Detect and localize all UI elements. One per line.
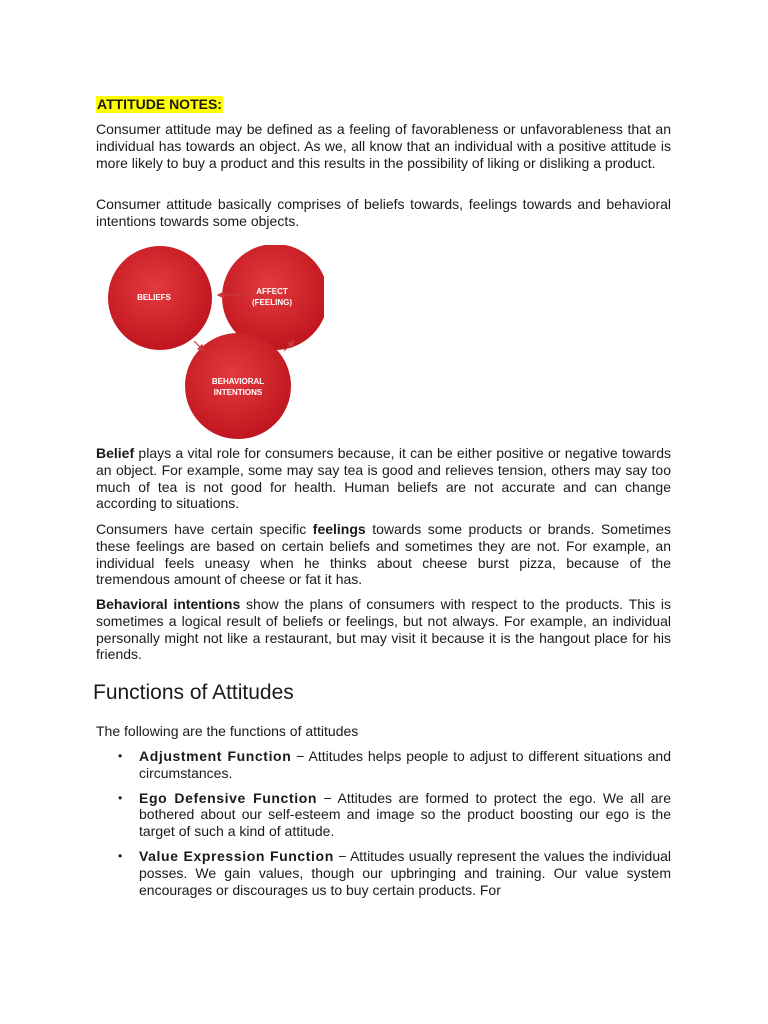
beliefs-label: BELIEFS <box>137 293 171 302</box>
feelings-pre: Consumers have certain specific <box>96 521 313 537</box>
behavioral-label-line1: BEHAVIORAL <box>211 377 265 386</box>
function-term: Adjustment Function <box>139 748 292 764</box>
behavioral-term: Behavioral intentions <box>96 596 241 612</box>
behavioral-paragraph <box>96 596 671 663</box>
list-item <box>96 790 671 840</box>
feelings-text: towards some products or brands. Sometimes these feelings are based on certain beliefs and sometimes they are not. For example, an individual feels uneasy when he thinks about cheese burst pizza, because of the tremendous amount of cheese or fat it has. <box>96 521 671 588</box>
function-term: Value Expression Function <box>139 847 334 864</box>
belief-term: Belief <box>96 445 135 461</box>
bullet-icon: • <box>118 749 123 763</box>
intro-paragraph-1: Consumer attitude may be defined as a feeling of favorableness or unfavorableness that an individual has towards an object. As we, all know that an individual with a positive attitude is more likely to buy a product and this results in the possibility of liking or disliking a product. <box>96 121 671 171</box>
function-text: − Attitudes helps people to adjust to different situations and circumstances. <box>139 748 671 781</box>
belief-paragraph <box>96 445 671 512</box>
bullet-icon: • <box>118 790 123 805</box>
feelings-term: feelings <box>312 521 366 537</box>
behavioral-label-line2: INTENTIONS <box>213 388 263 397</box>
behavioral-text: show the plans of consumers with respect to the products. This is sometimes a logical result of beliefs or feelings, but not always. For example, an individual personally might not like a restaurant, but may visit it because it is the hangout place for his friends. <box>96 596 671 663</box>
function-term: Ego Defensive Function <box>139 789 317 806</box>
list-item <box>96 748 671 782</box>
attitude-components-diagram <box>104 245 324 440</box>
function-text: − Attitudes are formed to protect the ego. We all are bothered about our self-esteem and image so the product boosting our ego is the target of such a kind of attitude. <box>139 789 671 840</box>
functions-title: Functions of Attitudes <box>93 681 294 704</box>
affect-label-line2: (FEELING) <box>252 298 292 307</box>
list-item <box>96 848 671 898</box>
bullet-icon: • <box>118 848 123 863</box>
notes-heading: ATTITUDE NOTES: <box>97 96 222 112</box>
feelings-paragraph <box>96 521 671 588</box>
functions-intro: The following are the functions of attitudes <box>96 723 359 739</box>
belief-text: plays a vital role for consumers because, it can be either positive or negative towards an object. For example, some may say tea is good and relieves tension, others may say too much of tea is not good for health. Human beliefs are not accurate and can change according to situations. <box>96 445 671 512</box>
affect-label-line1: AFFECT <box>256 287 288 296</box>
function-text: − Attitudes usually represent the values the individual posses. We gain values, though our upbringing and training. Our value system encourages or discourages us to buy certain products. For <box>139 847 672 898</box>
functions-list <box>96 748 671 906</box>
intro-paragraph-2: Consumer attitude basically comprises of beliefs towards, feelings towards and behavioral intentions towards some objects. <box>96 196 671 229</box>
